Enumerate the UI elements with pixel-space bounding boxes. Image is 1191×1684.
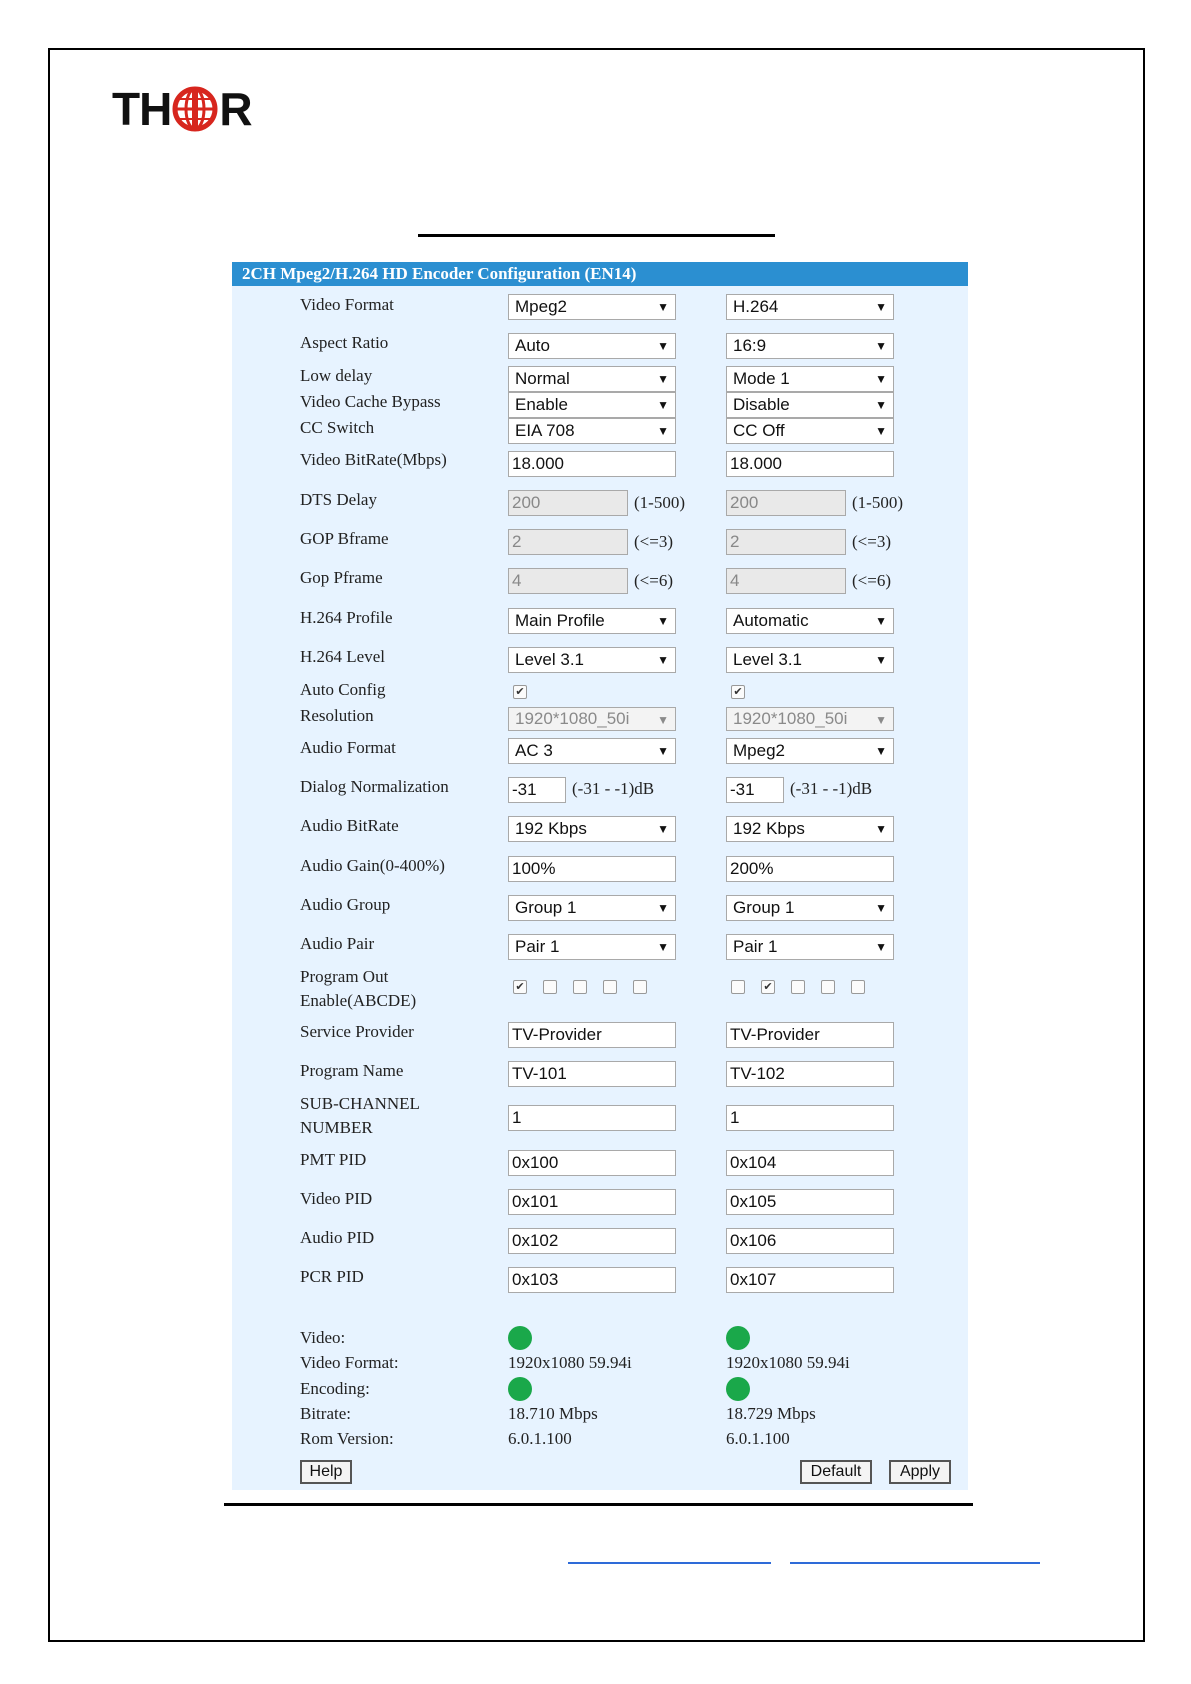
ch1-pmt-pid-input[interactable]: 0x100 bbox=[508, 1150, 676, 1176]
label-video-pid: Video PID bbox=[300, 1189, 373, 1208]
ch1-h264-level-select[interactable]: Level 3.1 ▼ bbox=[508, 647, 676, 673]
ch2-encoding-status-indicator bbox=[726, 1377, 750, 1401]
chevron-down-icon: ▼ bbox=[875, 744, 887, 758]
ch2-h264-profile-select[interactable]: Automatic ▼ bbox=[726, 608, 894, 634]
ch2-cc-switch-select[interactable]: CC Off ▼ bbox=[726, 418, 894, 444]
ch1-h264-profile-select[interactable]: Main Profile ▼ bbox=[508, 608, 676, 634]
chevron-down-icon: ▼ bbox=[657, 822, 669, 836]
ch1-auto-config-checkbox[interactable]: ✔ bbox=[513, 685, 527, 699]
label-low-delay: Low delay bbox=[300, 366, 373, 385]
ch2-video-cache-bypass-select[interactable]: Disable ▼ bbox=[726, 392, 894, 418]
label-video-cache-bypass: Video Cache Bypass bbox=[300, 392, 441, 411]
ch1-service-provider-input[interactable]: TV-Provider bbox=[508, 1022, 676, 1048]
label-audio-bitrate: Audio BitRate bbox=[300, 816, 399, 835]
thor-logo bbox=[112, 84, 252, 134]
ch1-gop-pframe-hint: (<=6) bbox=[634, 571, 673, 590]
label-sub-channel: SUB-CHANNEL bbox=[300, 1094, 420, 1113]
ch2-gop-pframe-input[interactable]: 4 bbox=[726, 568, 846, 594]
ch2-gop-bframe-input[interactable]: 2 bbox=[726, 529, 846, 555]
footer-rule bbox=[224, 1503, 973, 1506]
label-audio-gain: Audio Gain(0-400%) bbox=[300, 856, 445, 875]
ch2-program-out-c-checkbox[interactable] bbox=[791, 980, 805, 994]
ch1-audio-group-select[interactable]: Group 1 ▼ bbox=[508, 895, 676, 921]
ch1-gop-bframe-input[interactable]: 2 bbox=[508, 529, 628, 555]
ch1-encoding-status-indicator bbox=[508, 1377, 532, 1401]
status-label-encoding: Encoding: bbox=[300, 1379, 370, 1398]
label-pmt-pid: PMT PID bbox=[300, 1150, 367, 1169]
label-video-format: Video Format bbox=[300, 295, 394, 314]
chevron-down-icon: ▼ bbox=[657, 901, 669, 915]
label-h264-level: H.264 Level bbox=[300, 647, 385, 666]
footer-link-underline-2 bbox=[790, 1562, 1040, 1564]
chevron-down-icon: ▼ bbox=[657, 300, 669, 314]
label-video-bitrate: Video BitRate(Mbps) bbox=[300, 450, 447, 469]
ch1-cc-switch-select[interactable]: EIA 708 ▼ bbox=[508, 418, 676, 444]
label-audio-pid: Audio PID bbox=[300, 1228, 375, 1247]
chevron-down-icon: ▼ bbox=[875, 653, 887, 667]
ch1-video-cache-bypass-select[interactable]: Enable ▼ bbox=[508, 392, 676, 418]
chevron-down-icon: ▼ bbox=[875, 713, 887, 727]
ch2-program-out-a-checkbox[interactable] bbox=[731, 980, 745, 994]
chevron-down-icon: ▼ bbox=[875, 424, 887, 438]
label-aspect-ratio: Aspect Ratio bbox=[300, 333, 389, 352]
ch1-gop-pframe-input[interactable]: 4 bbox=[508, 568, 628, 594]
ch1-program-out-c-checkbox[interactable] bbox=[573, 980, 587, 994]
chevron-down-icon: ▼ bbox=[875, 339, 887, 353]
chevron-down-icon: ▼ bbox=[657, 744, 669, 758]
label-h264-profile: H.264 Profile bbox=[300, 608, 393, 627]
label-program-name: Program Name bbox=[300, 1061, 404, 1080]
help-button[interactable]: Help bbox=[300, 1460, 352, 1484]
label-dts-delay: DTS Delay bbox=[300, 490, 377, 509]
chevron-down-icon: ▼ bbox=[657, 940, 669, 954]
ch2-program-out-d-checkbox[interactable] bbox=[821, 980, 835, 994]
ch2-dts-delay-input[interactable]: 200 bbox=[726, 490, 846, 516]
ch1-program-name-input[interactable]: TV-101 bbox=[508, 1061, 676, 1087]
ch1-status-video-format: 1920x1080 59.94i bbox=[508, 1353, 632, 1372]
ch2-video-status-indicator bbox=[726, 1326, 750, 1350]
logo-text-prefix: TH bbox=[112, 83, 172, 135]
ch1-sub-channel-input[interactable]: 1 bbox=[508, 1105, 676, 1131]
ch2-status-bitrate: 18.729 Mbps bbox=[726, 1404, 816, 1423]
ch1-program-out-d-checkbox[interactable] bbox=[603, 980, 617, 994]
ch1-video-bitrate-input[interactable]: 18.000 bbox=[508, 451, 676, 477]
ch2-dialog-normalization-input[interactable]: -31 bbox=[726, 777, 784, 803]
ch2-aspect-ratio-select[interactable]: 16:9 ▼ bbox=[726, 333, 894, 359]
status-label-bitrate: Bitrate: bbox=[300, 1404, 351, 1423]
ch1-program-out-a-checkbox[interactable]: ✔ bbox=[513, 980, 527, 994]
ch2-pcr-pid-input[interactable]: 0x107 bbox=[726, 1267, 894, 1293]
ch2-auto-config-checkbox[interactable]: ✔ bbox=[731, 685, 745, 699]
chevron-down-icon: ▼ bbox=[657, 424, 669, 438]
ch2-video-bitrate-input[interactable]: 18.000 bbox=[726, 451, 894, 477]
ch1-video-pid-input[interactable]: 0x101 bbox=[508, 1189, 676, 1215]
ch2-video-pid-input[interactable]: 0x105 bbox=[726, 1189, 894, 1215]
ch1-status-bitrate: 18.710 Mbps bbox=[508, 1404, 598, 1423]
status-label-rom-version: Rom Version: bbox=[300, 1429, 394, 1448]
ch2-audio-pair-select[interactable]: Pair 1 ▼ bbox=[726, 934, 894, 960]
ch2-gop-bframe-hint: (<=3) bbox=[852, 532, 891, 551]
label-program-out: Program Out bbox=[300, 967, 389, 986]
ch2-pmt-pid-input[interactable]: 0x104 bbox=[726, 1150, 894, 1176]
ch1-program-out-b-checkbox[interactable] bbox=[543, 980, 557, 994]
ch2-dialog-normalization-hint: (-31 - -1)dB bbox=[790, 779, 873, 798]
label-gop-pframe: Gop Pframe bbox=[300, 568, 383, 587]
chevron-down-icon: ▼ bbox=[657, 372, 669, 386]
ch1-audio-bitrate-select[interactable]: 192 Kbps ▼ bbox=[508, 816, 676, 842]
ch2-audio-format-select[interactable]: Mpeg2 ▼ bbox=[726, 738, 894, 764]
ch1-audio-pair-select[interactable]: Pair 1 ▼ bbox=[508, 934, 676, 960]
ch1-audio-gain-input[interactable]: 100% bbox=[508, 856, 676, 882]
chevron-down-icon: ▼ bbox=[875, 300, 887, 314]
label-cc-switch: CC Switch bbox=[300, 418, 375, 437]
chevron-down-icon: ▼ bbox=[657, 614, 669, 628]
ch2-program-out-b-checkbox[interactable]: ✔ bbox=[761, 980, 775, 994]
ch1-gop-bframe-hint: (<=3) bbox=[634, 532, 673, 551]
ch1-video-status-indicator bbox=[508, 1326, 532, 1350]
ch2-audio-group-select[interactable]: Group 1 ▼ bbox=[726, 895, 894, 921]
apply-button[interactable]: Apply bbox=[889, 1460, 951, 1484]
ch2-audio-bitrate-select[interactable]: 192 Kbps ▼ bbox=[726, 816, 894, 842]
label-auto-config: Auto Config bbox=[300, 680, 386, 699]
ch1-low-delay-select[interactable]: Normal ▼ bbox=[508, 366, 676, 392]
ch2-service-provider-input[interactable]: TV-Provider bbox=[726, 1022, 894, 1048]
label-gop-bframe: GOP Bframe bbox=[300, 529, 389, 548]
label-sub-channel-number: NUMBER bbox=[300, 1118, 373, 1137]
footer-link-underline-1 bbox=[568, 1562, 771, 1564]
chevron-down-icon: ▼ bbox=[657, 339, 669, 353]
ch2-status-rom-version: 6.0.1.100 bbox=[726, 1429, 790, 1448]
label-program-out-enable: Enable(ABCDE) bbox=[300, 991, 417, 1010]
encoder-config-panel bbox=[232, 262, 968, 1490]
ch1-audio-format-select[interactable]: AC 3 ▼ bbox=[508, 738, 676, 764]
label-audio-pair: Audio Pair bbox=[300, 934, 375, 953]
ch1-dts-delay-hint: (1-500) bbox=[634, 493, 685, 512]
ch1-pcr-pid-input[interactable]: 0x103 bbox=[508, 1267, 676, 1293]
ch1-aspect-ratio-select[interactable]: Auto ▼ bbox=[508, 333, 676, 359]
chevron-down-icon: ▼ bbox=[875, 398, 887, 412]
ch2-program-out-e-checkbox[interactable] bbox=[851, 980, 865, 994]
label-service-provider: Service Provider bbox=[300, 1022, 414, 1041]
ch2-sub-channel-input[interactable]: 1 bbox=[726, 1105, 894, 1131]
ch1-video-format-select[interactable]: Mpeg2 ▼ bbox=[508, 294, 676, 320]
ch1-dialog-normalization-input[interactable]: -31 bbox=[508, 777, 566, 803]
chevron-down-icon: ▼ bbox=[875, 940, 887, 954]
label-audio-group: Audio Group bbox=[300, 895, 391, 914]
panel-title: 2CH Mpeg2/H.264 HD Encoder Configuration (EN14) bbox=[232, 262, 968, 286]
ch2-audio-pid-input[interactable]: 0x106 bbox=[726, 1228, 894, 1254]
ch1-dts-delay-input[interactable]: 200 bbox=[508, 490, 628, 516]
label-resolution: Resolution bbox=[300, 706, 374, 725]
ch1-audio-pid-input[interactable]: 0x102 bbox=[508, 1228, 676, 1254]
ch1-status-rom-version: 6.0.1.100 bbox=[508, 1429, 572, 1448]
chevron-down-icon: ▼ bbox=[875, 372, 887, 386]
ch1-resolution-select[interactable]: 1920*1080_50i ▼ bbox=[508, 707, 676, 731]
ch1-program-out-e-checkbox[interactable] bbox=[633, 980, 647, 994]
ch2-resolution-select[interactable]: 1920*1080_50i ▼ bbox=[726, 707, 894, 731]
ch2-audio-gain-input[interactable]: 200% bbox=[726, 856, 894, 882]
globe-icon bbox=[172, 86, 218, 132]
ch2-low-delay-select[interactable]: Mode 1 ▼ bbox=[726, 366, 894, 392]
logo-text-suffix: R bbox=[219, 83, 252, 135]
chevron-down-icon: ▼ bbox=[875, 614, 887, 628]
header-rule bbox=[418, 234, 775, 237]
ch2-gop-pframe-hint: (<=6) bbox=[852, 571, 891, 590]
status-label-video-format: Video Format: bbox=[300, 1353, 399, 1372]
status-label-video: Video: bbox=[300, 1328, 346, 1347]
ch2-status-video-format: 1920x1080 59.94i bbox=[726, 1353, 850, 1372]
ch2-video-format-select[interactable]: H.264 ▼ bbox=[726, 294, 894, 320]
chevron-down-icon: ▼ bbox=[657, 713, 669, 727]
ch2-dts-delay-hint: (1-500) bbox=[852, 493, 903, 512]
chevron-down-icon: ▼ bbox=[875, 822, 887, 836]
ch2-h264-level-select[interactable]: Level 3.1 ▼ bbox=[726, 647, 894, 673]
chevron-down-icon: ▼ bbox=[875, 901, 887, 915]
default-button[interactable]: Default bbox=[800, 1460, 872, 1484]
label-audio-format: Audio Format bbox=[300, 738, 396, 757]
chevron-down-icon: ▼ bbox=[657, 653, 669, 667]
ch2-program-name-input[interactable]: TV-102 bbox=[726, 1061, 894, 1087]
label-dialog-normalization: Dialog Normalization bbox=[300, 777, 449, 796]
ch1-dialog-normalization-hint: (-31 - -1)dB bbox=[572, 779, 655, 798]
label-pcr-pid: PCR PID bbox=[300, 1267, 364, 1286]
chevron-down-icon: ▼ bbox=[657, 398, 669, 412]
